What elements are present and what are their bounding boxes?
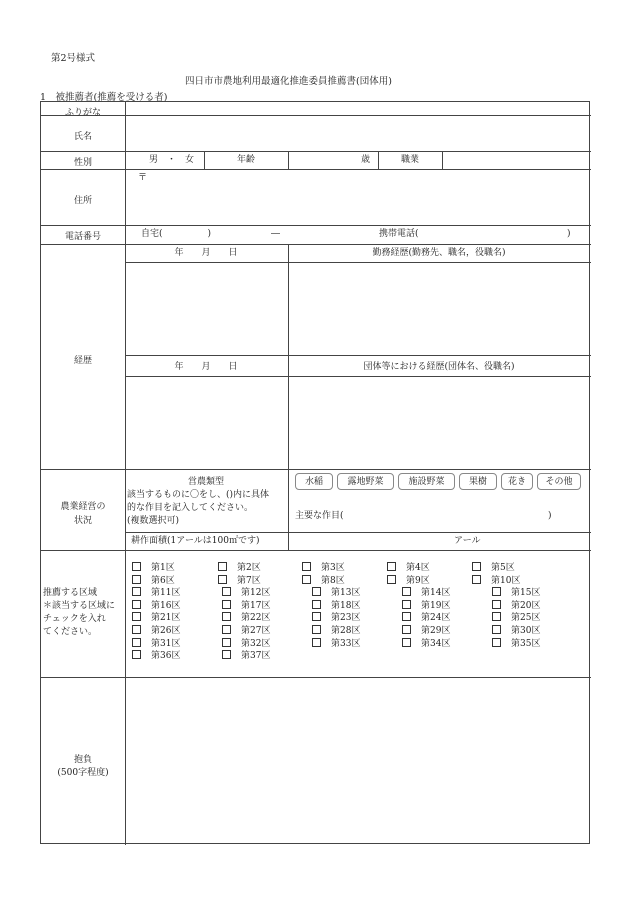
crop-tag-open-field[interactable]: 露地野菜: [337, 473, 394, 490]
ward-label: 第11区: [151, 588, 181, 599]
ward-checkbox-19[interactable]: [402, 600, 450, 611]
ward-label: 第18区: [331, 600, 361, 611]
ward-label: 第4区: [406, 563, 430, 573]
ward-checkbox-3[interactable]: [302, 562, 345, 573]
checkbox-icon[interactable]: [402, 638, 411, 647]
ward-checkbox-37[interactable]: [222, 650, 270, 661]
ward-label: 第29区: [421, 626, 451, 636]
checkbox-icon[interactable]: [387, 562, 396, 571]
ward-label: 第3区: [321, 563, 345, 573]
ward-checkbox-6[interactable]: [132, 575, 175, 586]
section-heading: 1 被推薦者(推薦を受ける者): [40, 92, 168, 103]
postal-mark: 〒: [138, 173, 148, 183]
checkbox-icon[interactable]: [387, 575, 396, 584]
checkbox-icon[interactable]: [132, 625, 141, 634]
checkbox-icon[interactable]: [222, 625, 231, 634]
checkbox-icon[interactable]: [132, 638, 141, 647]
crop-tag-paddy[interactable]: 水稲: [295, 473, 333, 490]
ward-checkbox-17[interactable]: [222, 600, 270, 611]
ward-label: 第24区: [421, 613, 451, 624]
checkbox-icon[interactable]: [302, 575, 311, 584]
ward-label: 第30区: [511, 626, 541, 636]
address-label: 住所: [73, 196, 92, 206]
work-date-header: 年 月 日: [174, 248, 238, 258]
ward-checkbox-14[interactable]: [402, 587, 450, 598]
group-history-header: 団体等における経歴(団体名、役職名): [363, 362, 515, 372]
checkbox-icon[interactable]: [302, 562, 311, 571]
checkbox-icon[interactable]: [132, 575, 141, 584]
page-title: 四日市市農地利用最適化推進委員推薦書(団体用): [185, 76, 392, 87]
district-label: 推薦する区域 ＊該当する区域に チェックを入れ てください。: [43, 588, 116, 637]
ambition-label: 抱負: [73, 755, 92, 765]
ward-label: 第16区: [151, 600, 181, 611]
checkbox-icon[interactable]: [132, 587, 141, 596]
name-label: 氏名: [73, 132, 92, 142]
ward-label: 第31区: [151, 638, 181, 649]
ward-checkbox-27[interactable]: [222, 625, 270, 636]
ward-checkbox-21[interactable]: [132, 612, 180, 623]
age-label: 年齢: [236, 155, 256, 165]
age-unit: 歳: [361, 155, 371, 165]
ward-checkbox-29[interactable]: [402, 625, 450, 636]
work-history-header: 勤務経歴(勤務先、職名，役職名): [372, 248, 506, 258]
checkbox-icon[interactable]: [492, 612, 501, 621]
ward-checkbox-4[interactable]: [387, 562, 430, 573]
area-unit: アール: [454, 536, 481, 546]
checkbox-icon[interactable]: [402, 600, 411, 609]
ambition-note: (500字程度): [57, 768, 109, 778]
ward-label: 第34区: [421, 638, 451, 649]
ward-label: 第28区: [331, 626, 361, 636]
checkbox-icon[interactable]: [492, 638, 501, 647]
crop-tag-flowers[interactable]: 花き: [501, 473, 533, 490]
ward-label: 第22区: [241, 613, 271, 624]
ward-checkbox-32[interactable]: [222, 638, 270, 649]
gender-choice[interactable]: 男 ・ 女: [149, 155, 195, 165]
main-crop-field[interactable]: 主要な作目(: [295, 511, 344, 521]
ward-label: 第12区: [241, 588, 271, 599]
career-label: 経歴: [73, 356, 92, 366]
ward-checkbox-26[interactable]: [132, 625, 180, 636]
ward-label: 第13区: [331, 588, 361, 599]
checkbox-icon[interactable]: [312, 587, 321, 596]
ward-checkbox-31[interactable]: [132, 638, 180, 649]
ward-checkbox-8[interactable]: [302, 575, 345, 586]
mobile-phone-close: ): [567, 229, 571, 239]
ward-label: 第25区: [511, 613, 541, 624]
home-phone-field[interactable]: 自宅( ): [141, 229, 212, 239]
ward-label: 第6区: [151, 575, 175, 586]
ward-checkbox-1[interactable]: [132, 562, 175, 573]
ward-label: 第36区: [151, 651, 181, 662]
ward-checkbox-30[interactable]: [492, 625, 540, 636]
phone-dash: ―: [271, 229, 280, 239]
ward-label: 第2区: [237, 563, 261, 573]
form-number: 第2号様式: [51, 53, 96, 64]
checkbox-icon[interactable]: [492, 625, 501, 634]
ward-checkbox-5[interactable]: [472, 562, 515, 573]
ward-checkbox-22[interactable]: [222, 612, 270, 623]
checkbox-icon[interactable]: [402, 587, 411, 596]
ward-label: 第26区: [151, 626, 181, 636]
ward-checkbox-24[interactable]: [402, 612, 450, 623]
ward-checkbox-9[interactable]: [387, 575, 430, 586]
ward-checkbox-7[interactable]: [218, 575, 261, 586]
ward-checkbox-2[interactable]: [218, 562, 261, 573]
ward-checkbox-23[interactable]: [312, 612, 360, 623]
checkbox-icon[interactable]: [312, 638, 321, 647]
ward-checkbox-11[interactable]: [132, 587, 180, 598]
checkbox-icon[interactable]: [132, 562, 141, 571]
ward-label: 第27区: [241, 626, 271, 636]
ward-label: 第14区: [421, 588, 451, 599]
farm-type-title: 営農類型: [187, 477, 225, 487]
ward-checkbox-13[interactable]: [312, 587, 360, 598]
checkbox-icon[interactable]: [218, 575, 227, 584]
ward-checkbox-12[interactable]: [222, 587, 270, 598]
farm-type-instructions: 該当するものに〇をし、()内に具体 的な作目を記入してください。 (複数選択可): [127, 490, 270, 526]
checkbox-icon[interactable]: [132, 612, 141, 621]
checkbox-icon[interactable]: [222, 650, 231, 659]
ward-checkbox-33[interactable]: [312, 638, 360, 649]
checkbox-icon[interactable]: [472, 575, 481, 584]
recommendation-form: [40, 101, 590, 844]
farm-status-label-2: 状況: [73, 516, 92, 526]
checkbox-icon[interactable]: [222, 638, 231, 647]
ward-checkbox-18[interactable]: [312, 600, 360, 611]
ward-checkbox-16[interactable]: [132, 600, 180, 611]
ward-label: 第15区: [511, 588, 541, 599]
ward-label: 第10区: [491, 575, 521, 586]
ward-label: 第7区: [237, 575, 261, 586]
area-label: 耕作面積(1アールは100㎡です): [131, 536, 260, 546]
checkbox-icon[interactable]: [492, 600, 501, 609]
checkbox-icon[interactable]: [222, 600, 231, 609]
ward-label: 第5区: [491, 563, 515, 573]
checkbox-icon[interactable]: [402, 625, 411, 634]
ward-checkbox-15[interactable]: [492, 587, 540, 598]
crop-tag-fruit[interactable]: 果樹: [459, 473, 497, 490]
ward-label: 第8区: [321, 575, 345, 586]
ward-checkbox-28[interactable]: [312, 625, 360, 636]
mobile-phone-field[interactable]: 携帯電話(: [379, 229, 419, 239]
occupation-label: 職業: [400, 155, 420, 165]
ward-label: 第9区: [406, 575, 430, 586]
ward-label: 第23区: [331, 613, 361, 624]
checkbox-icon[interactable]: [218, 562, 227, 571]
crop-tag-other[interactable]: その他: [537, 473, 581, 490]
gender-label: 性別: [73, 158, 92, 168]
ward-checkbox-35[interactable]: [492, 638, 540, 649]
ward-label: 第1区: [151, 563, 175, 573]
ward-checkbox-36[interactable]: [132, 650, 180, 661]
ward-label: 第17区: [241, 600, 271, 611]
phone-label: 電話番号: [64, 232, 101, 242]
group-date-header: 年 月 日: [174, 362, 238, 372]
ward-label: 第37区: [241, 651, 271, 662]
main-crop-close: ): [548, 511, 552, 521]
ward-label: 第19区: [421, 600, 451, 611]
checkbox-icon[interactable]: [312, 600, 321, 609]
ward-checkbox-34[interactable]: [402, 638, 450, 649]
ward-label: 第20区: [511, 600, 541, 611]
ward-checkbox-20[interactable]: [492, 600, 540, 611]
ward-label: 第33区: [331, 638, 361, 649]
checkbox-icon[interactable]: [402, 612, 411, 621]
ward-checkbox-25[interactable]: [492, 612, 540, 623]
checkbox-icon[interactable]: [132, 600, 141, 609]
ward-label: 第32区: [241, 638, 271, 649]
crop-tag-greenhouse[interactable]: 施設野菜: [398, 473, 455, 490]
checkbox-icon[interactable]: [472, 562, 481, 571]
farm-status-label-1: 農業経営の: [60, 502, 106, 512]
checkbox-icon[interactable]: [492, 587, 501, 596]
checkbox-icon[interactable]: [312, 612, 321, 621]
ward-label: 第21区: [151, 613, 181, 624]
checkbox-icon[interactable]: [222, 587, 231, 596]
ward-checkbox-10[interactable]: [472, 575, 520, 586]
ward-label: 第35区: [511, 638, 541, 649]
checkbox-icon[interactable]: [132, 650, 141, 659]
furigana-label: ふりがな: [64, 108, 101, 118]
checkbox-icon[interactable]: [312, 625, 321, 634]
checkbox-icon[interactable]: [222, 612, 231, 621]
